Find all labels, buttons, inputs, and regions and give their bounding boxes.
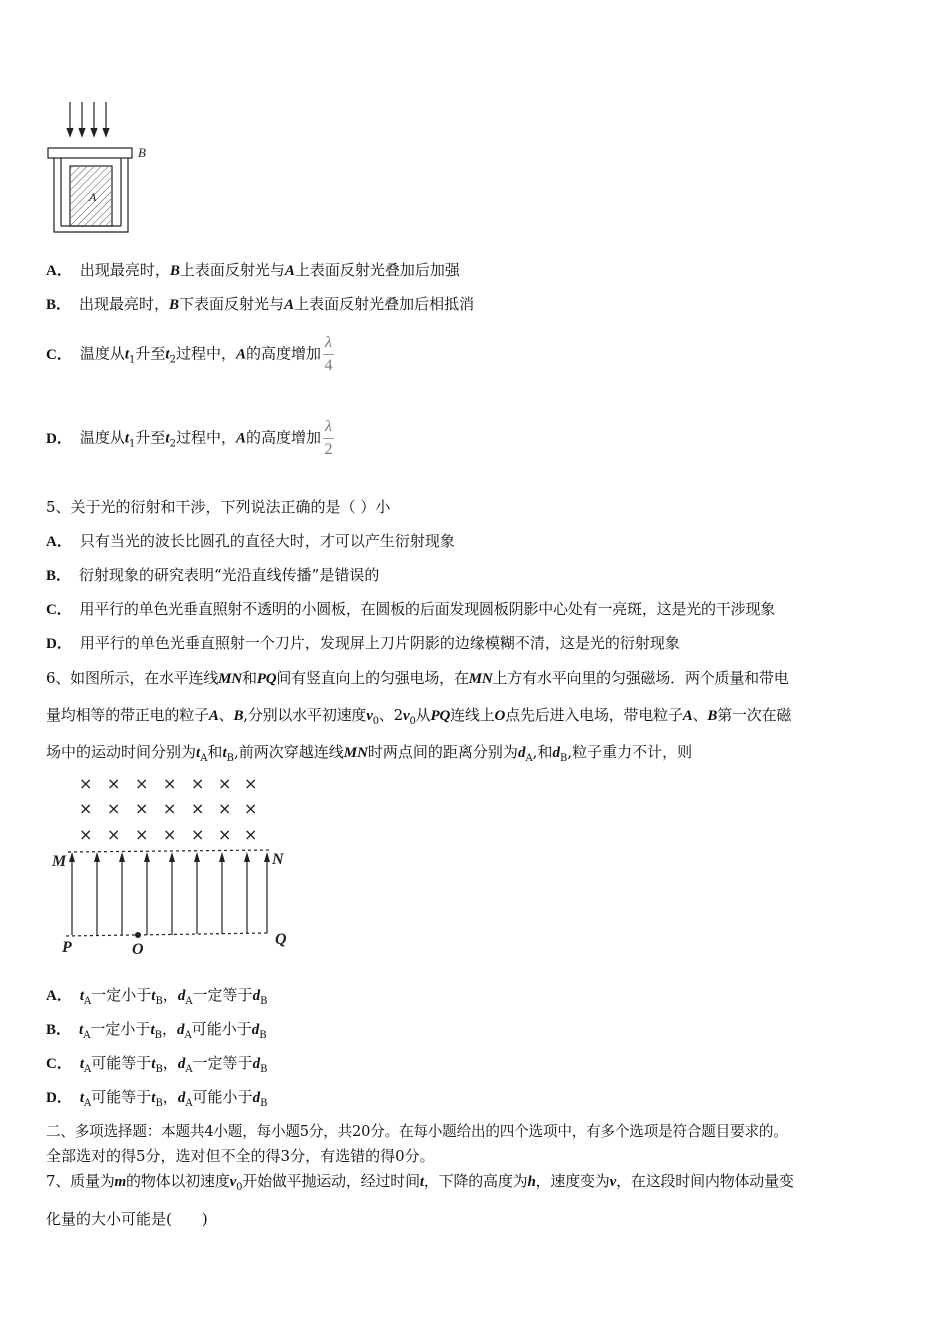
svg-text:×: × <box>218 799 232 818</box>
q7-stem-line1: 7、质量为m的物体以初速度$v_0$开始做平抛运动，经过时间t，下降的高度为h，速度变为v，在这段时间内物体动量变 <box>46 1172 794 1193</box>
q4-option-b[interactable]: B． 出现最亮时，B下表面反射光与A上表面反射光叠加后相抵消 <box>46 295 475 313</box>
svg-text:×: × <box>244 825 258 844</box>
q6-option-c[interactable]: C． $t_A$可能等于$t_B$，$d_A$一定等于$d_B$ <box>46 1054 268 1075</box>
svg-text:×: × <box>107 774 121 793</box>
svg-text:×: × <box>191 774 205 793</box>
q6-stem-line3: 场中的运动时间分别为$t_A$和$t_B$,前两次穿越连线MN时两点间的距离分别为$d_A$,和$d_B$,粒子重力不计，则 <box>46 743 693 764</box>
fraction-lambda-over-2: $\frac{\lambda}{2}$ <box>324 418 333 458</box>
point-o <box>135 932 141 938</box>
q5-stem: 5、关于光的衍射和干涉，下列说法正确的是（ ）小 <box>46 498 391 516</box>
q6-option-a[interactable]: A． $t_A$一定小于$t_B$，$d_A$一定等于$d_B$ <box>46 986 268 1007</box>
svg-text:×: × <box>107 799 121 818</box>
fraction-lambda-over-4: $\frac{\lambda}{4}$ <box>324 334 333 374</box>
label-o: O <box>132 941 144 958</box>
q5-option-a[interactable]: A． 只有当光的波长比圆孔的直径大时，才可以产生衍射现象 <box>46 532 455 550</box>
q5-option-c[interactable]: C． 用平行的单色光垂直照射不透明的小圆板，在圆板的后面发现圆板阴影中心处有一亮斑，这是光的干涉现象 <box>46 600 776 618</box>
section2-heading-line2: 全部选对的得5分，选对但不全的得3分，有选错的得0分。 <box>46 1147 435 1165</box>
label-a: A <box>89 190 97 204</box>
q7-stem-line2: 化量的大小可能是( ) <box>46 1210 208 1228</box>
svg-text:×: × <box>218 825 232 844</box>
svg-text:×: × <box>163 799 177 818</box>
svg-text:×: × <box>163 774 177 793</box>
line-pq <box>66 933 268 936</box>
svg-text:×: × <box>163 825 177 844</box>
svg-text:×: × <box>107 825 121 844</box>
q6-option-d[interactable]: D． $t_A$可能等于$t_B$，$d_A$可能小于$d_B$ <box>46 1088 268 1109</box>
section2-heading-line1: 二、多项选择题：本题共4小题，每小题5分，共20分。在每小题给出的四个选项中，有多个选项是符合题目要求的。 <box>46 1123 788 1140</box>
magnetic-field-cross: × <box>79 774 93 793</box>
q4-option-a[interactable]: A． 出现最亮时，B上表面反射光与A上表面反射光叠加后加强 <box>46 261 460 279</box>
svg-text:×: × <box>135 825 149 844</box>
interference-apparatus-figure <box>44 96 164 240</box>
label-p: P <box>62 939 72 956</box>
q6-option-b[interactable]: B． $t_A$一定小于$t_B$，$d_A$可能小于$d_B$ <box>46 1020 267 1041</box>
label-q: Q <box>275 931 287 948</box>
q5-option-b[interactable]: B． 衍射现象的研究表明“光沿直线传播”是错误的 <box>46 566 380 584</box>
svg-text:×: × <box>79 825 93 844</box>
svg-text:×: × <box>218 774 232 793</box>
q6-stem-line2: 量均相等的带正电的粒子A、B,分别以水平初速度$v_0$、$2v_0$从PQ连线上O点先后进入电场，带电粒子A、B第一次在磁 <box>46 706 792 727</box>
svg-text:×: × <box>135 774 149 793</box>
svg-text:×: × <box>191 799 205 818</box>
line-mn <box>68 850 270 852</box>
svg-text:×: × <box>135 799 149 818</box>
label-m: M <box>52 853 67 870</box>
label-n: N <box>272 851 284 868</box>
svg-text:×: × <box>244 799 258 818</box>
svg-text:×: × <box>191 825 205 844</box>
q6-stem-line1: 6、如图所示，在水平连线MN和PQ间有竖直向上的匀强电场，在MN上方有水平向里的匀强磁场．两个质量和带电 <box>46 669 789 687</box>
svg-text:×: × <box>244 774 258 793</box>
q5-option-d[interactable]: D． 用平行的单色光垂直照射一个刀片，发现屏上刀片阴影的边缘模糊不清，这是光的衍射现象 <box>46 634 680 652</box>
label-b: B <box>138 145 146 160</box>
svg-text:×: × <box>79 799 93 818</box>
glass-plate-b <box>48 148 132 158</box>
field-diagram-figure <box>48 772 298 962</box>
q4-option-d[interactable]: D． 温度从$t_1$升至$t_2$过程中，A的高度增加 $\frac{\lambda}{2}$ <box>46 416 334 461</box>
q4-option-c[interactable]: C． 温度从$t_1$升至$t_2$过程中，A的高度增加 $\frac{\lambda}{4}$ <box>46 332 334 377</box>
